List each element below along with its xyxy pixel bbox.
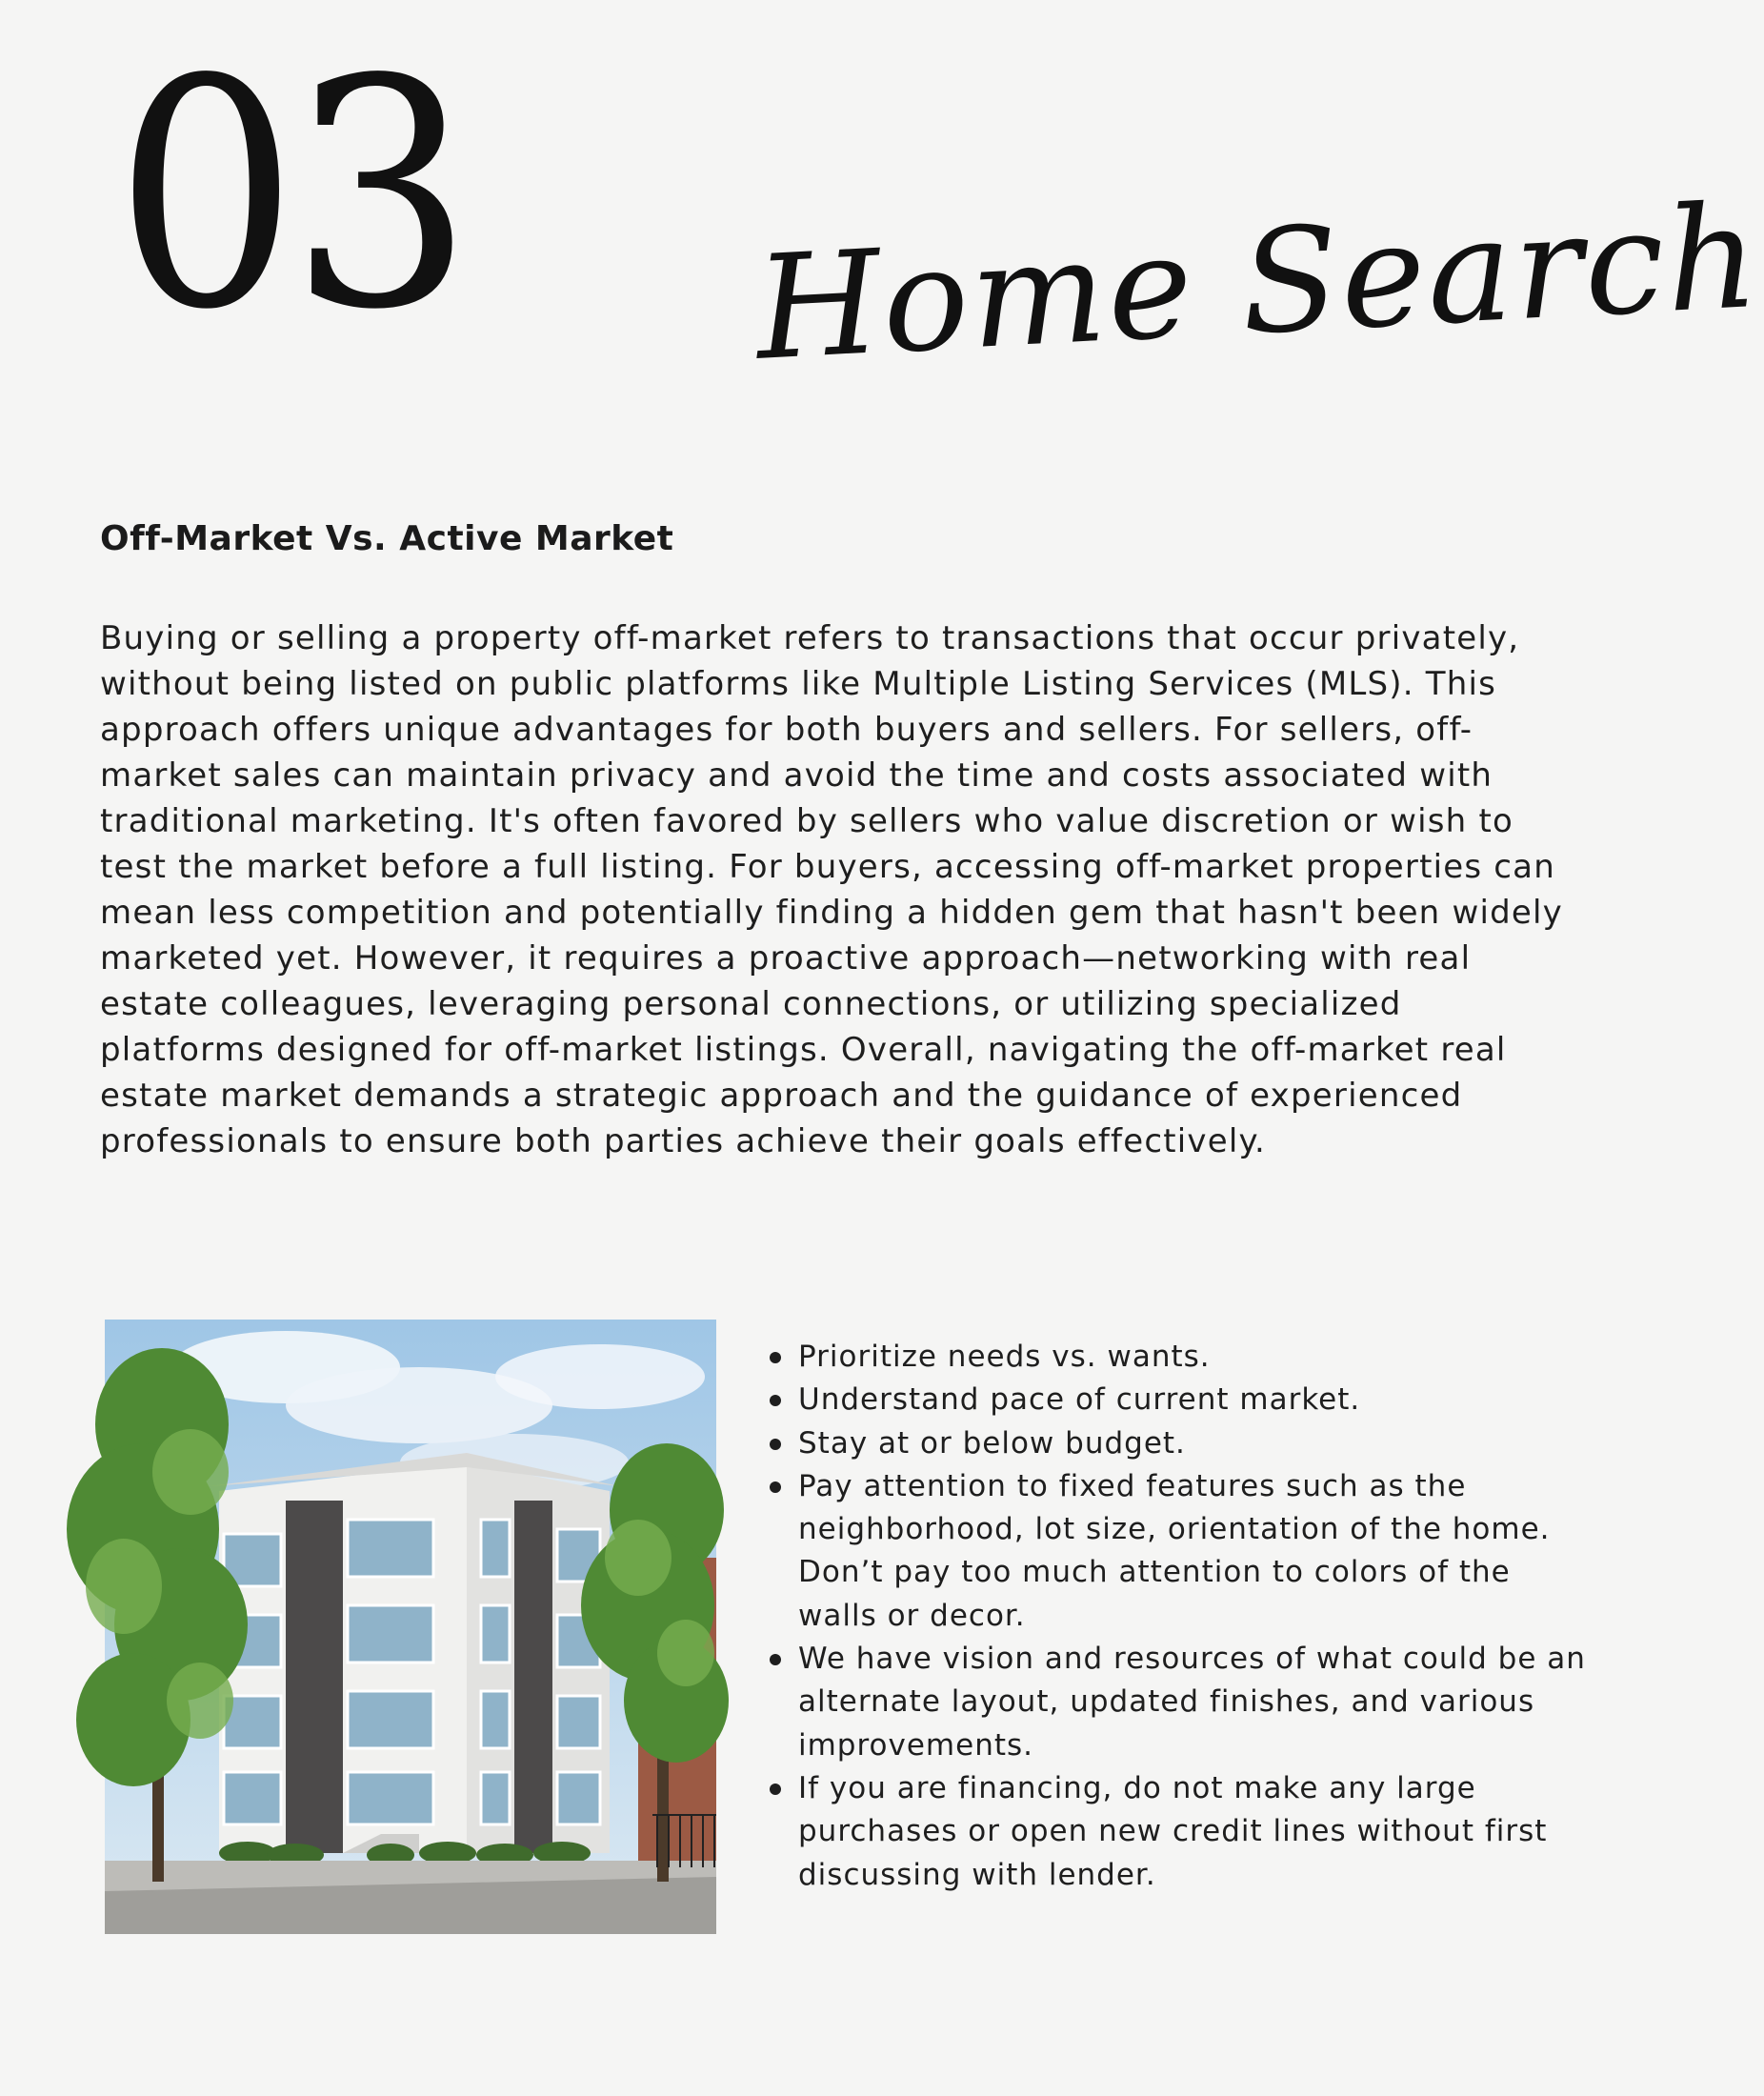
tips-list xyxy=(768,1336,1587,1897)
bullet-icon xyxy=(770,1784,781,1795)
list-item-text: Understand pace of current market. xyxy=(798,1382,1361,1418)
list-item xyxy=(768,1336,1587,1379)
list-item xyxy=(768,1638,1587,1767)
bullet-icon xyxy=(770,1395,781,1406)
section-heading: Off-Market Vs. Active Market xyxy=(100,519,674,558)
list-item-text: Prioritize needs vs. wants. xyxy=(798,1340,1211,1374)
bullet-icon xyxy=(770,1439,781,1450)
building-illustration-icon xyxy=(105,1320,716,1934)
section-number: 03 xyxy=(114,12,465,378)
list-item xyxy=(768,1465,1587,1638)
list-item-text: We have vision and resources of what could be an alternate layout, updated finishes, and various improvements. xyxy=(798,1642,1586,1763)
list-item-text: Pay attention to fixed features such as the neighborhood, lot size, orientation of the home. Don’t pay too much attention to colors of the walls or decor. xyxy=(798,1468,1551,1633)
list-item xyxy=(768,1422,1587,1465)
list-item xyxy=(768,1379,1587,1421)
list-item xyxy=(768,1767,1587,1897)
bullet-icon xyxy=(770,1352,781,1363)
building-illustration xyxy=(105,1320,716,1934)
bullet-icon xyxy=(770,1654,781,1665)
list-item-text: Stay at or below budget. xyxy=(798,1425,1186,1461)
intro-paragraph: Buying or selling a property off-market refers to transactions that occur privately, without being listed on public platforms like Multiple Listing Services (MLS). This approach offers unique advantages for both buyers and sellers. For sellers, off-market sales can maintain privacy and avoid the time and costs associated with traditional marketing. It's often favored by sellers who value discretion or wish to test the market before a full listing. For buyers, accessing off-market properties can mean less competition and potentially finding a hidden gem that hasn't been widely marketed yet. However, it requires a proactive approach—networking with real estate colleagues, leveraging personal connections, or utilizing specialized platforms designed for off-market listings. Overall, navigating the off-market real estate market demands a strategic approach and the guidance of experienced professionals to ensure both parties achieve their goals effectively. xyxy=(100,619,1563,1160)
bullet-icon xyxy=(770,1481,781,1493)
page-title: Home Search xyxy=(752,173,1764,393)
list-item-text: If you are financing, do not make any large purchases or open new credit lines without first discussing with lender. xyxy=(798,1770,1548,1892)
